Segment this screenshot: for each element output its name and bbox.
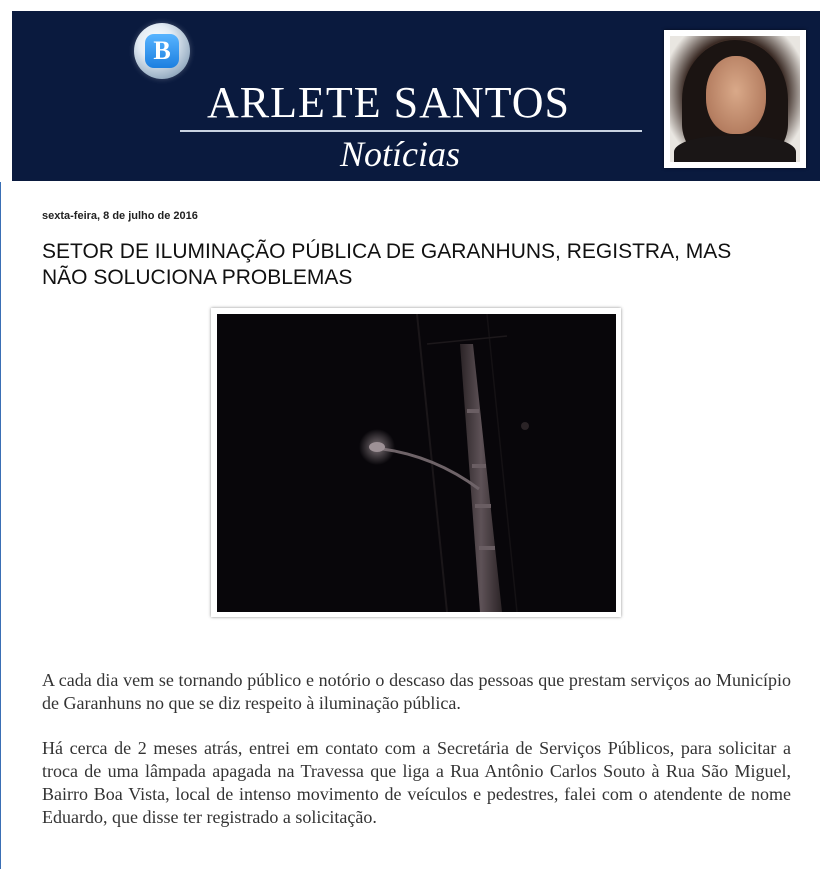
author-photo-frame bbox=[664, 30, 806, 168]
post-paragraph-1: A cada dia vem se tornando público e notório o descaso das pessoas que prestam serviços ao Município de Garanhuns no que se diz respeito à iluminação pública. bbox=[42, 670, 791, 713]
blog-header[interactable] bbox=[12, 11, 820, 181]
post-title[interactable]: SETOR DE ILUMINAÇÃO PÚBLICA DE GARANHUNS, REGISTRA, MAS NÃO SOLUCIONA PROBLEMAS bbox=[42, 240, 732, 289]
post-date: sexta-feira, 8 de julho de 2016 bbox=[42, 210, 198, 222]
author-photo-shirt bbox=[674, 136, 796, 162]
author-photo-face bbox=[706, 56, 766, 134]
title-divider bbox=[180, 130, 642, 132]
author-photo bbox=[670, 36, 800, 162]
post-image-streetlight[interactable] bbox=[217, 314, 616, 612]
left-border-rule bbox=[0, 182, 1, 869]
blog-title[interactable]: ARLETE SANTOS bbox=[207, 78, 570, 127]
streetlight-photo bbox=[217, 314, 616, 612]
blogger-icon[interactable] bbox=[134, 23, 190, 79]
page-top-margin bbox=[0, 0, 820, 11]
post-body bbox=[42, 669, 791, 851]
blogger-logo-letter: B bbox=[145, 34, 179, 68]
blog-subtitle: Notícias bbox=[340, 134, 461, 174]
post-image-frame[interactable] bbox=[211, 308, 621, 617]
post-paragraph-2: Há cerca de 2 meses atrás, entrei em contato com a Secretária de Serviços Públicos, para solicitar a troca de uma lâmpada apagada na Travessa que liga a Rua Antônio Carlos Souto à Rua São Miguel, Bairro Boa Vista, local de intenso movimento de veículos e pedestres, falei com o atendente de nome Eduardo, que disse ter registrado a solicitação. bbox=[42, 738, 791, 827]
